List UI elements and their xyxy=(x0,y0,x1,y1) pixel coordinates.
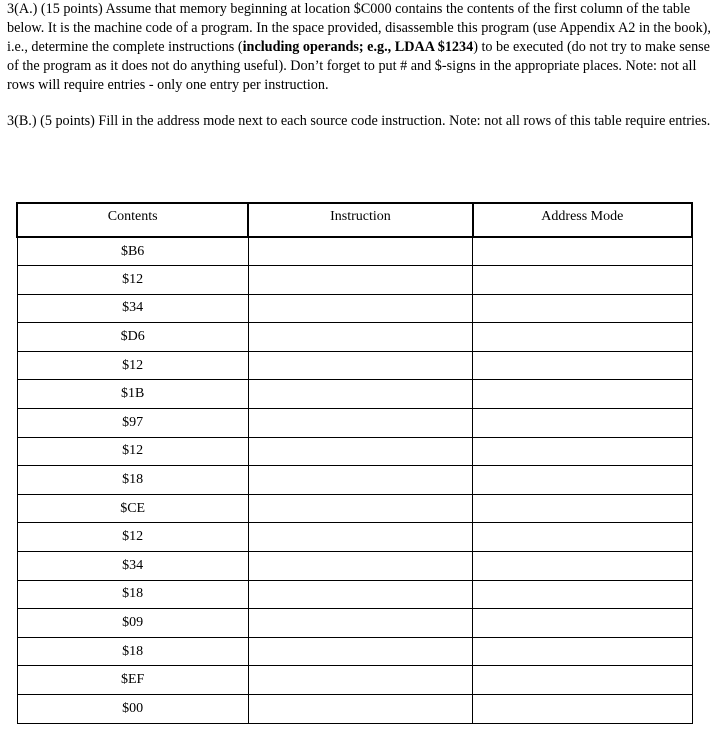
contents-cell: $12 xyxy=(17,437,248,466)
table-row xyxy=(17,666,692,695)
header-contents: Contents xyxy=(17,203,248,237)
contents-cell: $12 xyxy=(17,351,248,380)
contents-cell: $34 xyxy=(17,294,248,323)
header-instruction: Instruction xyxy=(248,203,472,237)
address-mode-cell[interactable] xyxy=(473,637,692,666)
table-row xyxy=(17,695,692,724)
table-header-row xyxy=(17,203,692,237)
instruction-cell[interactable] xyxy=(248,266,472,295)
question-3a xyxy=(7,0,715,95)
contents-cell: $12 xyxy=(17,523,248,552)
contents-cell: $CE xyxy=(17,494,248,523)
instruction-cell[interactable] xyxy=(248,666,472,695)
instruction-cell[interactable] xyxy=(248,409,472,438)
table-body xyxy=(17,237,692,723)
contents-cell: $18 xyxy=(17,466,248,495)
page xyxy=(7,0,715,131)
instruction-cell[interactable] xyxy=(248,523,472,552)
instruction-cell[interactable] xyxy=(248,351,472,380)
address-mode-cell[interactable] xyxy=(473,695,692,724)
table-row xyxy=(17,266,692,295)
contents-cell: $34 xyxy=(17,552,248,581)
table-row xyxy=(17,523,692,552)
table-row xyxy=(17,466,692,495)
table-row xyxy=(17,409,692,438)
contents-cell: $EF xyxy=(17,666,248,695)
contents-cell: $18 xyxy=(17,580,248,609)
table-row xyxy=(17,552,692,581)
address-mode-cell[interactable] xyxy=(473,323,692,352)
table-row xyxy=(17,380,692,409)
address-mode-cell[interactable] xyxy=(473,351,692,380)
instruction-cell[interactable] xyxy=(248,609,472,638)
address-mode-cell[interactable] xyxy=(473,666,692,695)
question-3a-bold: including operands; e.g., LDAA $1234 xyxy=(242,39,474,55)
instruction-cell[interactable] xyxy=(248,695,472,724)
contents-cell: $09 xyxy=(17,609,248,638)
instruction-cell[interactable] xyxy=(248,437,472,466)
question-3a-suffix: ) to be executed (do not try to make sense of the program as it does not do anything useful). Don’t forget to put # and $-signs in the appropriate places. Note: not all rows will require entries - only one entry per instruction. xyxy=(7,39,710,93)
instruction-cell[interactable] xyxy=(248,494,472,523)
header-address-mode: Address Mode xyxy=(473,203,692,237)
table-row xyxy=(17,351,692,380)
contents-cell: $00 xyxy=(17,695,248,724)
instruction-cell[interactable] xyxy=(248,580,472,609)
table-row xyxy=(17,637,692,666)
address-mode-cell[interactable] xyxy=(473,266,692,295)
table-row xyxy=(17,437,692,466)
instruction-cell[interactable] xyxy=(248,237,472,266)
address-mode-cell[interactable] xyxy=(473,609,692,638)
address-mode-cell[interactable] xyxy=(473,409,692,438)
question-3b: 3(B.) (5 points) Fill in the address mode next to each source code instruction. Note: not all rows of this table require entries. xyxy=(7,113,711,129)
instruction-cell[interactable] xyxy=(248,637,472,666)
table-row xyxy=(17,494,692,523)
question-3a-prefix: 3(A.) (15 points) Assume that memory beginning at location $C000 contains the contents of the first column of the table below. It is the machine code of a program. In the space provided, disassemble this program (use Appendix A2 in the book), i.e., determine the complete instructions ( xyxy=(7,1,711,55)
address-mode-cell[interactable] xyxy=(473,494,692,523)
contents-cell: $1B xyxy=(17,380,248,409)
address-mode-cell[interactable] xyxy=(473,552,692,581)
instruction-cell[interactable] xyxy=(248,294,472,323)
contents-cell: $18 xyxy=(17,637,248,666)
instruction-cell[interactable] xyxy=(248,323,472,352)
address-mode-cell[interactable] xyxy=(473,294,692,323)
table-row xyxy=(17,294,692,323)
contents-cell: $D6 xyxy=(17,323,248,352)
table-row xyxy=(17,237,692,266)
address-mode-cell[interactable] xyxy=(473,523,692,552)
address-mode-cell[interactable] xyxy=(473,380,692,409)
address-mode-cell[interactable] xyxy=(473,437,692,466)
contents-cell: $97 xyxy=(17,409,248,438)
contents-cell: $B6 xyxy=(17,237,248,266)
address-mode-cell[interactable] xyxy=(473,580,692,609)
address-mode-cell[interactable] xyxy=(473,237,692,266)
table-row xyxy=(17,323,692,352)
table-row xyxy=(17,609,692,638)
address-mode-cell[interactable] xyxy=(473,466,692,495)
table-row xyxy=(17,580,692,609)
contents-cell: $12 xyxy=(17,266,248,295)
disassembly-table xyxy=(16,202,693,724)
instruction-cell[interactable] xyxy=(248,380,472,409)
instruction-cell[interactable] xyxy=(248,552,472,581)
instruction-cell[interactable] xyxy=(248,466,472,495)
